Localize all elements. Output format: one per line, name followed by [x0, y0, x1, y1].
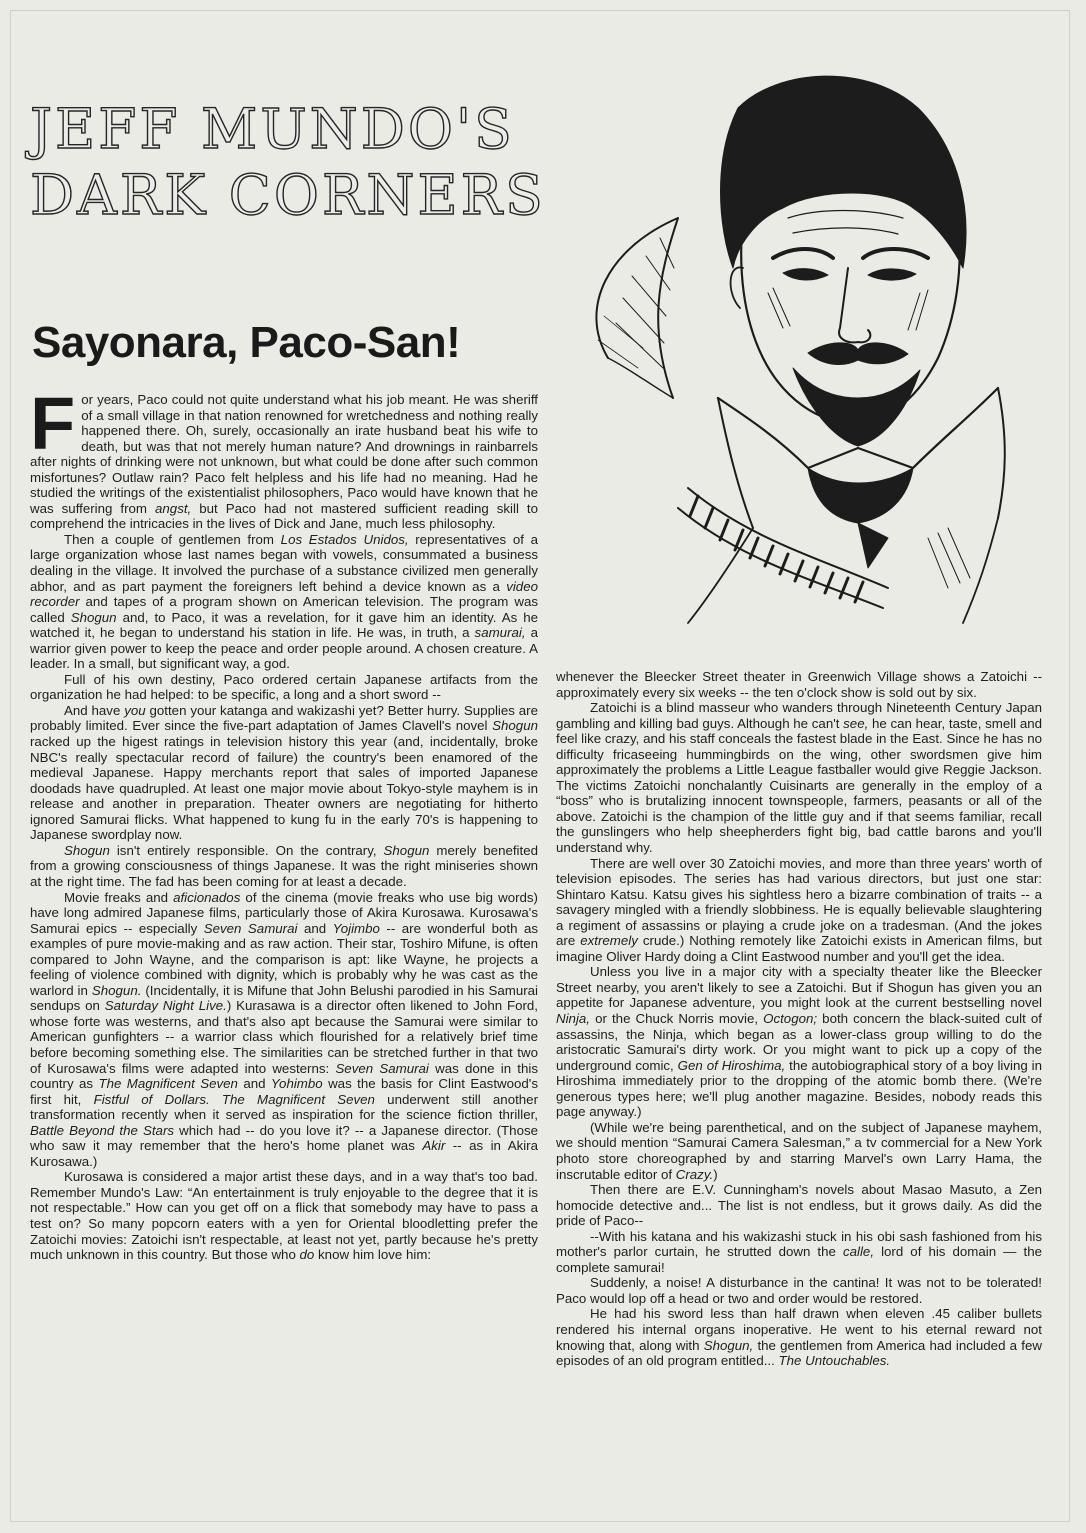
text-run: which had -- do you love it? -- a Japanese director. (Those who saw it may remember that the hero's home planet was: [30, 1122, 538, 1154]
text-run: He had his sword less than half drawn when eleven .45 caliber bullets rendered his internal organs inoperative. He went to his eternal reward not knowing that, along with: [556, 1306, 1042, 1353]
text-run: or the Chuck Norris movie,: [590, 1011, 764, 1027]
paragraph-2: [30, 532, 538, 672]
text-run: -- are wonderful both as examples of pure movie-making and as raw action. Their star, Toshiro Mifune, is often compared to John Wayne, and the comparison is apt: like Wayne, he projects a feeling of violence combined with dignity, which is probably why he was cast as the warlord in: [30, 920, 538, 998]
illustration: [568, 68, 1042, 628]
italic-text: Los Estados Unidos,: [280, 531, 409, 547]
drop-cap: F: [30, 392, 76, 465]
paragraph-1: [30, 392, 538, 532]
text-run: racked up the higest ratings in television history this year (and, incidentally, broke NBC's really spectacular record of failure) the country's been enamored of the medieval Japanese. Happy merchants report that sales of imported Japanese doodads have quadrupled. At least one major movie about Tokyo-style mayhem is in release and another in preparation. Theater owners are negotiating for hitherto ignored Samurai flicks. What happened to kung fu in the early 70's is happening to Japanese swordplay now.: [30, 734, 538, 843]
text-run: Suddenly, a noise! A disturbance in the cantina! It was not to be tolerated! Paco would lop off a head or two and order would be restored.: [556, 1275, 1042, 1306]
text-run: lord of his domain — the complete samurai!: [556, 1244, 1042, 1275]
text-run: was the basis for Clint Eastwood's first hit,: [30, 1076, 538, 1107]
italic-text: Octogon;: [763, 1011, 818, 1027]
text-run: underwent still another transformation recently when it served as inspiration for the science fiction thriller,: [30, 1091, 538, 1123]
italic-text: calle,: [842, 1244, 875, 1260]
italic-text: Yojimbo: [332, 920, 380, 936]
text-run: or years, Paco could not quite understand what his job meant. He was sheriff of a small village in that nation renowned for wretchedness and nothing really happened there. Oh, surely, occasionally an irate husband beat his wife to death, but was that not merely human nature? And drownings in rainbarrels after nights of drinking were not unknown, but what could be done after such common misfortunes? Outlaw rain? Paco felt helpless and his life had no meaning. Had he studied the writings of the existentialist philosophers, Paco would have known that he was suffering from: [30, 392, 538, 516]
italic-text: Battle Beyond the Stars: [30, 1122, 175, 1138]
italic-text: samurai,: [474, 625, 526, 641]
text-run: Kurosawa is considered a major artist these days, and in a way that's too bad. Remember Mundo's Law: “An entertainment is truly enjoyable to the degree that it is not respectable.” How can you get off on a flick that somebody may have to pass a test on? So many popcorn eaters with a yen for Oriental bloodletting prefer the Zatoichi movies: Zatoichi isn't respectable, at least not yet, partly because he's pretty much unknown in this country. But those who: [30, 1169, 538, 1263]
paragraph-15: [556, 1275, 1042, 1306]
paragraph-3: [30, 672, 538, 703]
text-run: of the cinema (movie freaks who use big words) have long admired Japanese films, particularly those of Akira Kurosawa. Kurosawa's Samurai epics -- especially: [30, 889, 538, 936]
italic-text: extremely: [580, 933, 638, 949]
paragraph-14: [556, 1229, 1042, 1276]
italic-text: Saturday Night Live.: [104, 998, 227, 1014]
italic-text: aficionados: [173, 889, 241, 905]
column-title-line-1: JEFF MUNDO'S: [30, 97, 515, 161]
text-run: a warrior given power to keep the peace and order people around. A chosen creature. A leader. In a small, but significant way, a god.: [30, 625, 538, 672]
italic-text: Shogun: [64, 842, 110, 858]
text-run: ) Kurasawa is a director often likened to John Ford, whose forte was westerns, and that's also apt because the Samurai were similar to American gunfighters -- a warrior class which flourished for a relatively brief time before becoming something else. The similarities can be stretched further in that two of Kurosawa's films were adapted into westerns:: [30, 998, 538, 1076]
article-column-right: [556, 669, 1042, 1499]
paragraph-6: [30, 890, 538, 1170]
text-run: the autobiographical story of a boy living in Hiroshima immediately prior to the dropping of the atomic bomb there. (We're generous types here; we'll plug another magazine. Besides, nobody reads this page anyway.): [556, 1057, 1042, 1120]
italic-text: you: [124, 702, 146, 718]
text-run: crude.) Nothing remotely like Zatoichi exists in American films, but imagine Oliver Hardy doing a Clint Eastwood number and you'll get the idea.: [556, 933, 1042, 964]
paragraph-12: [556, 1120, 1042, 1182]
italic-text: Shogun: [492, 718, 538, 734]
text-run: (While we're being parenthetical, and on the subject of Japanese mayhem, we should mention “Samurai Camera Salesman,” a tv commercial for a New York photo store choreographed by and starring Marvel's own Larry Hama, the inscrutable editor of: [556, 1119, 1042, 1182]
paragraph-16: [556, 1306, 1042, 1368]
text-run: and: [237, 1076, 271, 1092]
italic-text: The Magnificent Seven: [98, 1076, 238, 1092]
text-run: representatives of a large organization whose last names began with vowels, consummated a business dealing in the village. It involved the purchase of a substance civilized men generally abhor, and as part payment the foreigners left behind a device known as a: [30, 531, 538, 594]
italic-text: Shogun.: [91, 982, 142, 998]
paragraph-13: [556, 1182, 1042, 1229]
column-title-line-2: DARK CORNERS: [30, 163, 546, 227]
text-run: isn't entirely responsible. On the contrary,: [109, 842, 384, 858]
text-run: and, to Paco, it was a revelation, for it gave him an identity. As he watched it, he began to understand his station in life. He was, in truth, a: [30, 609, 538, 641]
italic-text: see,: [843, 715, 869, 731]
text-run: Then there are E.V. Cunningham's novels about Masao Masuto, a Zen homocide detective and... The list is not endless, but it grows daily. As did the pride of Paco--: [556, 1182, 1042, 1229]
article-column-left: [30, 392, 538, 1487]
italic-text: Shogun: [383, 842, 430, 858]
text-run: Movie freaks and: [64, 889, 174, 905]
text-run: was done in this country as: [30, 1060, 538, 1092]
text-run: There are well over 30 Zatoichi movies, and more than three years' worth of television episodes. The series has had various directors, but just one star: Shintaro Katsu. Katsu gives his sightless hero a bizarre combination of traits -- a savagery mingled with a friendly slobbiness. He is equally believable slaughtering a regiment of assassins or playing a crude joke on a tradesman. (And the jokes are: [556, 855, 1042, 949]
text-run: ): [713, 1166, 718, 1182]
italic-text: Ninja,: [556, 1011, 590, 1027]
text-run: and tapes of a program shown on American television. The program was called: [30, 594, 538, 625]
paragraph-8: [556, 669, 1042, 700]
italic-text: Seven Samurai: [335, 1060, 429, 1076]
italic-text: video recorder: [30, 578, 538, 610]
text-run: (Incidentally, it is Mifune that John Belushi parodied in his Samurai sendups on: [30, 982, 538, 1014]
italic-text: angst,: [155, 500, 192, 516]
text-run: gotten your katanga and wakizashi yet? Better hurry. Supplies are probably limited. Ever since the five-part adaptation of James Clavell's novel: [30, 702, 538, 734]
text-run: the gentlemen from America had included a few episodes of an old program entitled...: [556, 1337, 1042, 1369]
text-run: -- as in Akira Kurosawa.): [30, 1138, 538, 1169]
text-run: he can hear, taste, smell and feel like crazy, and his staff conceals the fastest blade in the East. Since he has no difficulty fricaseeing hummingbirds on the wing, other swordsmen give him approximately the problems a Little League fastballer would give Reggie Jackson. The victims Zatoichi nonchalantly Cuisinarts are generally in the employ of a “boss” who is brutalizing innocent townspeople, farmers, peasants or all of the above. Zatoichi is the champion of the little guy and if that seems familiar, recall the gunslingers who help sheepherders fight big, bad cattle barons and you'll understand why.: [556, 715, 1042, 856]
italic-text: Gen of Hiroshima,: [677, 1057, 786, 1073]
paragraph-10: [556, 856, 1042, 965]
paragraph-11: [556, 964, 1042, 1119]
italic-text: Shogun: [70, 609, 117, 625]
paragraph-9: [556, 700, 1042, 855]
italic-text: Crazy.: [675, 1166, 714, 1182]
paragraph-7: [30, 1169, 538, 1262]
italic-text: Akir: [422, 1138, 446, 1154]
text-run: both concern the black-suited cult of assassins, the Ninja, which began as a lower-class group willing to do the aristocratic Samurai's dirty work. Or you might want to pick up a copy of the underground comic,: [556, 1011, 1042, 1073]
text-run: Full of his own destiny, Paco ordered certain Japanese artifacts from the organization he had helped: to be specific, a long and a short sword --: [30, 671, 538, 703]
italic-text: Yohimbo: [270, 1076, 323, 1092]
text-run: know him love him:: [314, 1247, 432, 1263]
paragraph-5: [30, 843, 538, 890]
italic-text: Seven Samurai: [203, 920, 298, 936]
text-run: Unless you live in a major city with a specialty theater like the Bleecker Street nearby, you aren't likely to see a Zatoichi. But if Shogun has given you an appetite for Japanese adventure, you might look at the current bestselling novel: [556, 964, 1042, 1011]
italic-text: do: [299, 1247, 315, 1263]
text-run: and: [297, 920, 333, 936]
text-run: but Paco had not mastered sufficient reading skill to comprehend the intricacies in the lives of Dick and Jane, much less philosophy.: [30, 500, 538, 532]
paragraph-4: [30, 703, 538, 843]
text-run: Then a couple of gentlemen from: [64, 531, 281, 547]
text-run: merely benefited from a growing consciousness of things Japanese. It was the right miniseries shown at the right time. The fad has been coming for at least a decade.: [30, 842, 538, 889]
italic-text: Fistful of Dollars. The Magnificent Seven: [93, 1091, 375, 1107]
text-run: --With his katana and his wakizashi stuck in his obi sash fashioned from his mother's parlor curtain, he strutted down the: [556, 1228, 1042, 1260]
text-run: And have: [64, 702, 125, 718]
column-title: [30, 96, 550, 228]
text-run: Zatoichi is a blind masseur who wanders through Nineteenth Century Japan gambling and killing bad guys. Although he can't: [556, 700, 1042, 731]
headline: Sayonara, Paco-San!: [32, 318, 461, 367]
italic-text: The Untouchables.: [778, 1353, 891, 1369]
italic-text: Shogun,: [703, 1337, 754, 1353]
text-run: whenever the Bleecker Street theater in Greenwich Village shows a Zatoichi -- approximately every six weeks -- the ten o'clock show is sold out by six.: [556, 669, 1042, 700]
